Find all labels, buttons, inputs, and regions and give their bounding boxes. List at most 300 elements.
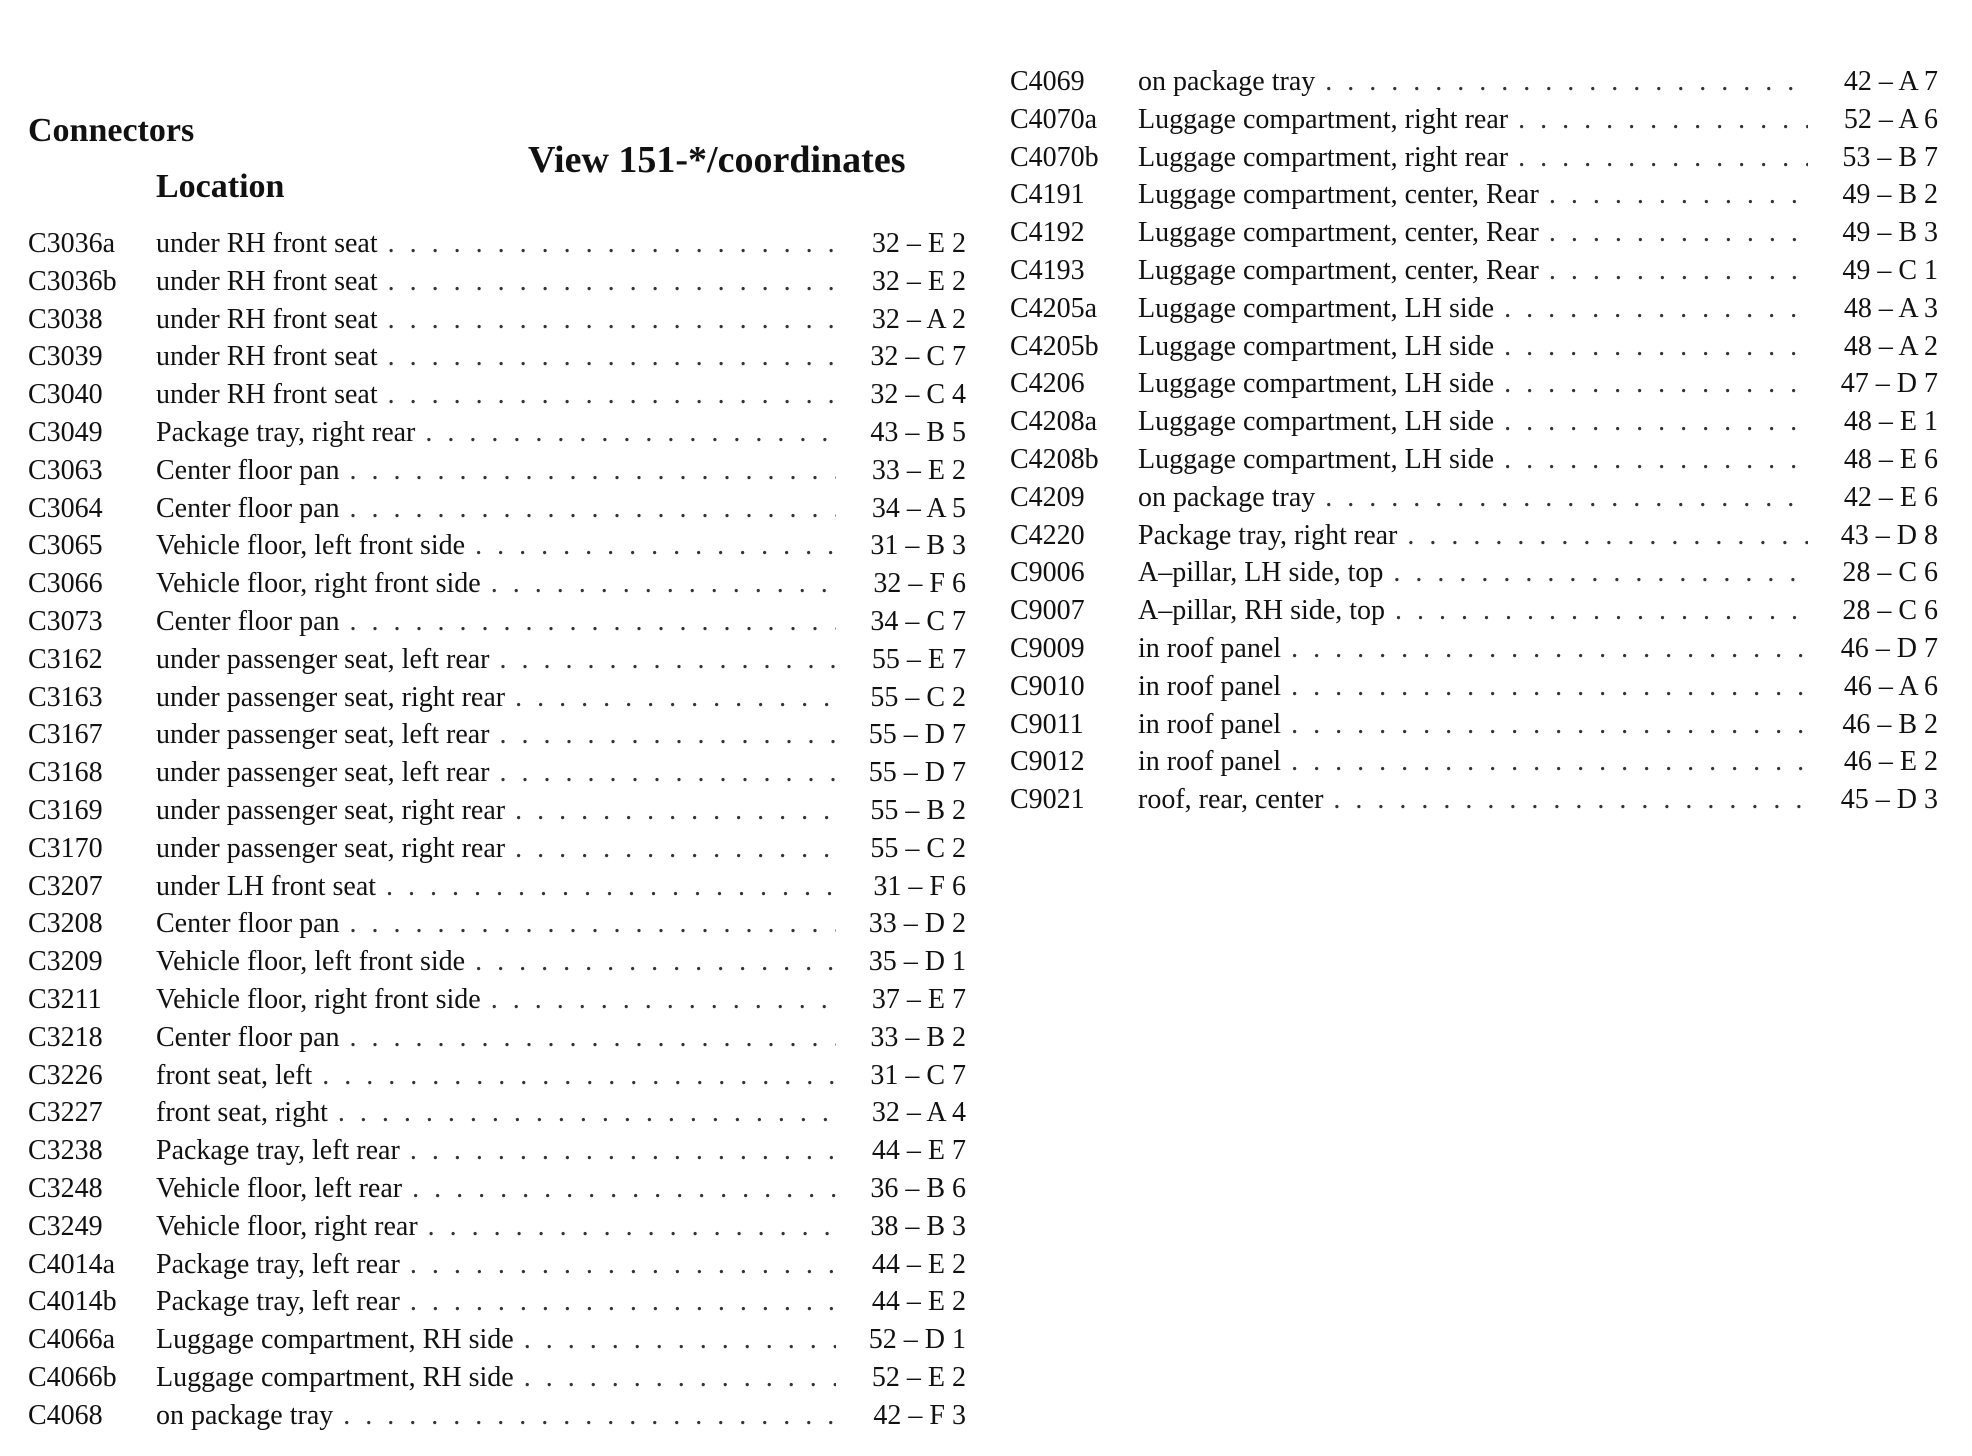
dot-leader [388, 341, 836, 373]
view-coordinate: 33 – E 2 [871, 454, 966, 486]
connector-location-cell [156, 1097, 836, 1129]
connector-row [28, 719, 966, 757]
connector-location-cell [1138, 633, 1808, 665]
connector-id: C4014a [28, 1248, 116, 1280]
dot-leader [1549, 255, 1808, 287]
connector-id: C3049 [28, 416, 103, 448]
connector-location: under LH front seat [156, 870, 377, 902]
connector-row [28, 1362, 966, 1400]
connector-id: C3248 [28, 1172, 103, 1204]
dot-leader [1549, 217, 1808, 249]
connector-id: C3040 [28, 379, 103, 411]
connector-location: Package tray, right rear [1138, 519, 1398, 551]
connector-row [1010, 709, 1938, 747]
connector-location-cell [1138, 179, 1808, 211]
connector-location-cell [1138, 709, 1808, 741]
connector-row [28, 568, 966, 606]
connector-id: C9012 [1010, 746, 1085, 778]
connector-location: Luggage compartment, right rear [1138, 103, 1509, 135]
dot-leader [1504, 368, 1808, 400]
connector-id: C9021 [1010, 784, 1085, 816]
view-coordinate: 33 – B 2 [870, 1021, 966, 1053]
connector-location-cell [1138, 444, 1808, 476]
connector-id: C4206 [1010, 368, 1085, 400]
connector-location-cell [156, 871, 836, 903]
dot-leader [350, 908, 837, 940]
connector-row [28, 833, 966, 871]
view-coordinate: 42 – E 6 [1843, 481, 1938, 513]
view-coordinate: 55 – C 2 [870, 832, 966, 864]
connector-location: Center floor pan [156, 605, 340, 637]
connector-row [28, 379, 966, 417]
connector-id: C9009 [1010, 632, 1085, 664]
dot-leader [524, 1324, 836, 1356]
connector-row [1010, 444, 1938, 482]
connector-row [1010, 217, 1938, 255]
view-coordinate: 55 – B 2 [870, 794, 966, 826]
connector-location-cell [156, 795, 836, 827]
dot-leader [343, 1400, 836, 1432]
connector-row [1010, 557, 1938, 595]
view-coordinate: 34 – A 5 [871, 492, 966, 524]
connector-row [28, 266, 966, 304]
connector-location-cell [156, 1060, 836, 1092]
dot-leader [491, 568, 836, 600]
dot-leader [338, 1097, 836, 1129]
view-coordinate: 52 – D 1 [868, 1324, 966, 1356]
connector-id: C3168 [28, 757, 103, 789]
connector-location: Vehicle floor, right front side [156, 983, 481, 1015]
connector-location: Luggage compartment, RH side [156, 1324, 514, 1356]
connector-location: under passenger seat, right rear [156, 794, 506, 826]
connector-location: under RH front seat [156, 265, 378, 297]
connector-location: on package tray [156, 1399, 334, 1431]
dot-leader [410, 1286, 836, 1318]
dot-leader [386, 871, 836, 903]
connector-row [1010, 482, 1938, 520]
connector-location-cell [1138, 671, 1808, 703]
connector-location: Luggage compartment, RH side [156, 1361, 514, 1393]
view-coordinate: 46 – D 7 [1840, 632, 1938, 664]
connector-location-cell [156, 1135, 836, 1167]
view-coordinate: 44 – E 7 [871, 1135, 966, 1167]
connector-location-cell [1138, 331, 1808, 363]
connector-id: C4205a [1010, 292, 1098, 324]
connector-location: Center floor pan [156, 454, 340, 486]
view-coordinate: 32 – E 2 [871, 265, 966, 297]
view-coordinate: 46 – B 2 [1842, 708, 1938, 740]
dot-leader [388, 228, 836, 260]
dot-leader [524, 1362, 836, 1394]
connector-row [28, 530, 966, 568]
connector-id: C3039 [28, 341, 103, 373]
dot-leader [350, 493, 837, 525]
connector-location: Center floor pan [156, 908, 340, 940]
connector-location: in roof panel [1138, 670, 1282, 702]
connector-location-cell [1138, 66, 1808, 98]
dot-leader [515, 833, 836, 865]
connector-id: C4070a [1010, 103, 1098, 135]
connector-location-cell [1138, 255, 1808, 287]
connector-id: C4205b [1010, 330, 1099, 362]
view-coordinate: 34 – C 7 [870, 605, 966, 637]
connector-row [1010, 104, 1938, 142]
connector-id: C3227 [28, 1097, 103, 1129]
connector-id: C9011 [1010, 708, 1084, 740]
connector-row [28, 1060, 966, 1098]
connector-location: Package tray, left rear [156, 1135, 400, 1167]
view-coordinate: 32 – C 4 [870, 379, 966, 411]
view-coordinate: 47 – D 7 [1840, 368, 1938, 400]
connector-row [28, 908, 966, 946]
connector-location: Luggage compartment, LH side [1138, 292, 1495, 324]
dot-leader [410, 1249, 836, 1281]
connector-id: C3066 [28, 568, 103, 600]
connector-location: front seat, left [156, 1059, 313, 1091]
connector-location: under passenger seat, right rear [156, 681, 506, 713]
connector-location-cell [156, 946, 836, 978]
view-coordinate: 31 – F 6 [873, 870, 966, 902]
connector-id: C4066a [28, 1324, 116, 1356]
location-heading: Location [156, 168, 285, 205]
dot-leader [500, 757, 837, 789]
view-coordinate: 32 – A 2 [871, 303, 966, 335]
connector-location-cell [1138, 482, 1808, 514]
connector-location-cell [156, 757, 836, 789]
connector-location: in roof panel [1138, 632, 1282, 664]
connector-location: under RH front seat [156, 303, 378, 335]
connector-location: under passenger seat, left rear [156, 719, 490, 751]
connector-id: C4070b [1010, 141, 1099, 173]
connector-id: C3249 [28, 1210, 103, 1242]
dot-leader [412, 1173, 836, 1205]
connector-id: C4193 [1010, 254, 1085, 286]
connector-location-cell [156, 266, 836, 298]
connector-id: C4069 [1010, 66, 1085, 97]
connector-location-cell [156, 228, 836, 260]
connector-id: C3209 [28, 946, 103, 978]
connector-location: Luggage compartment, LH side [1138, 368, 1495, 400]
connector-row [28, 493, 966, 531]
view-coordinate: 48 – A 3 [1843, 292, 1938, 324]
view-coordinate: 46 – A 6 [1843, 670, 1938, 702]
connector-row [28, 984, 966, 1022]
view-coordinate: 55 – E 7 [871, 643, 966, 675]
view-coordinate: 48 – E 6 [1843, 443, 1938, 475]
connector-row [28, 455, 966, 493]
connector-location-cell [156, 1286, 836, 1318]
connector-id: C4014b [28, 1286, 117, 1318]
connector-location-cell [156, 1362, 836, 1394]
connector-location-cell [1138, 595, 1808, 627]
connector-location-cell [156, 908, 836, 940]
view-coordinate: 55 – D 7 [868, 757, 966, 789]
view-coordinate: 48 – E 1 [1843, 406, 1938, 438]
connector-id: C4068 [28, 1399, 103, 1431]
connector-location: under RH front seat [156, 228, 378, 259]
connector-row [1010, 784, 1938, 822]
view-coordinate: 31 – C 7 [870, 1059, 966, 1091]
connector-location-cell [1138, 406, 1808, 438]
view-coordinate: 52 – A 6 [1843, 103, 1938, 135]
connector-id: C9007 [1010, 595, 1085, 627]
dot-leader [500, 644, 837, 676]
connector-list-left [28, 228, 966, 1438]
view-coordinate: 43 – B 5 [870, 416, 966, 448]
connector-location: Luggage compartment, center, Rear [1138, 179, 1539, 211]
connector-row [1010, 293, 1938, 331]
connector-location-cell [156, 530, 836, 562]
view-coordinate: 46 – E 2 [1843, 746, 1938, 778]
dot-leader [388, 379, 836, 411]
dot-leader [1504, 406, 1808, 438]
view-coordinate: 37 – E 7 [871, 983, 966, 1015]
connector-row [28, 228, 966, 266]
dot-leader [428, 1211, 836, 1243]
dot-leader [1333, 784, 1808, 816]
connector-location-cell [156, 1211, 836, 1243]
dot-leader [1291, 633, 1808, 665]
connector-location: under passenger seat, left rear [156, 757, 490, 789]
view-coordinate: 55 – C 2 [870, 681, 966, 713]
connector-location: Package tray, left rear [156, 1286, 400, 1318]
connector-row [28, 341, 966, 379]
connector-location: Vehicle floor, right rear [156, 1210, 418, 1242]
connector-location: Package tray, right rear [156, 416, 416, 448]
connector-location: Vehicle floor, right front side [156, 568, 481, 600]
connector-id: C3169 [28, 794, 103, 826]
connector-row [1010, 179, 1938, 217]
connector-location-cell [156, 568, 836, 600]
connector-location-cell [1138, 520, 1808, 552]
connector-row [28, 946, 966, 984]
connector-row [28, 682, 966, 720]
connector-location-cell [156, 1324, 836, 1356]
connector-location: in roof panel [1138, 708, 1282, 740]
view-coordinate: 49 – C 1 [1842, 254, 1938, 286]
view-coordinate: 48 – A 2 [1843, 330, 1938, 362]
dot-leader [515, 795, 836, 827]
dot-leader [1407, 520, 1808, 552]
connector-id: C3238 [28, 1135, 103, 1167]
view-coordinate: 55 – D 7 [868, 719, 966, 751]
connector-id: C4192 [1010, 217, 1085, 249]
connector-location-cell [156, 1400, 836, 1432]
connector-location: front seat, right [156, 1097, 328, 1129]
connector-row [1010, 406, 1938, 444]
connector-row [1010, 633, 1938, 671]
connector-location: Vehicle floor, left front side [156, 946, 466, 978]
connector-id: C3208 [28, 908, 103, 940]
dot-leader [491, 984, 836, 1016]
connector-location: A–pillar, RH side, top [1138, 595, 1385, 627]
connector-location: Center floor pan [156, 1021, 340, 1053]
dot-leader [1291, 746, 1808, 778]
connector-row [1010, 520, 1938, 558]
connector-location-cell [156, 1022, 836, 1054]
connector-id: C3073 [28, 605, 103, 637]
connector-id: C3170 [28, 832, 103, 864]
dot-leader [322, 1060, 836, 1092]
connector-row [28, 1286, 966, 1324]
connector-location-cell [156, 1173, 836, 1205]
connector-id: C4066b [28, 1361, 117, 1393]
dot-leader [350, 606, 837, 638]
connector-location-cell [156, 606, 836, 638]
dot-leader [475, 530, 836, 562]
connector-location: on package tray [1138, 481, 1316, 513]
view-coordinate: 28 – C 6 [1842, 557, 1938, 589]
connector-id: C3036a [28, 228, 116, 259]
view-coordinate: 44 – E 2 [871, 1248, 966, 1280]
connector-row [28, 1324, 966, 1362]
view-coordinate: 44 – E 2 [871, 1286, 966, 1318]
connector-row [28, 757, 966, 795]
view-coordinate: 35 – D 1 [868, 946, 966, 978]
connector-location-cell [156, 379, 836, 411]
connector-row [28, 606, 966, 644]
connector-location-cell [156, 1249, 836, 1281]
connector-row [1010, 255, 1938, 293]
dot-leader [1291, 671, 1808, 703]
connector-id: C3063 [28, 454, 103, 486]
connectors-heading: Connectors [28, 112, 195, 149]
connector-id: C3038 [28, 303, 103, 335]
connector-id: C3226 [28, 1059, 103, 1091]
dot-leader [1504, 444, 1808, 476]
connector-row [1010, 746, 1938, 784]
dot-leader [1504, 331, 1808, 363]
connector-row [28, 644, 966, 682]
connector-id: C3218 [28, 1021, 103, 1053]
connector-location: Luggage compartment, LH side [1138, 330, 1495, 362]
view-coordinate: 43 – D 8 [1840, 519, 1938, 551]
dot-leader [410, 1135, 836, 1167]
view-coordinate: 45 – D 3 [1840, 784, 1938, 816]
connector-id: C3065 [28, 530, 103, 562]
connector-row [28, 795, 966, 833]
connector-id: C4209 [1010, 481, 1085, 513]
dot-leader [475, 946, 836, 978]
connector-id: C3036b [28, 265, 117, 297]
connector-location-cell [156, 719, 836, 751]
dot-leader [1291, 709, 1808, 741]
connector-location: Package tray, left rear [156, 1248, 400, 1280]
connector-location-cell [1138, 293, 1808, 325]
connector-id: C3207 [28, 870, 103, 902]
connector-location-cell [156, 304, 836, 336]
view-coordinate: 32 – F 6 [873, 568, 966, 600]
connector-id: C4191 [1010, 179, 1085, 211]
connector-location: on package tray [1138, 66, 1316, 97]
connector-location: under passenger seat, right rear [156, 832, 506, 864]
connector-row [28, 417, 966, 455]
connector-location-cell [156, 644, 836, 676]
connector-location: roof, rear, center [1138, 784, 1324, 816]
view-coordinates-heading: View 151-*/coordinates [528, 139, 906, 181]
connector-location: Luggage compartment, right rear [1138, 141, 1509, 173]
dot-leader [350, 455, 837, 487]
connector-location: under RH front seat [156, 379, 378, 411]
connector-id: C9006 [1010, 557, 1085, 589]
connector-location: Vehicle floor, left front side [156, 530, 466, 562]
connector-location-cell [1138, 784, 1808, 816]
view-coordinate: 49 – B 3 [1842, 217, 1938, 249]
view-coordinate: 42 – A 7 [1843, 66, 1938, 97]
connector-row [1010, 595, 1938, 633]
connector-id: C3167 [28, 719, 103, 751]
view-coordinate: 32 – A 4 [871, 1097, 966, 1129]
view-coordinate: 49 – B 2 [1842, 179, 1938, 211]
dot-leader [500, 719, 837, 751]
connector-id: C3064 [28, 492, 103, 524]
connector-row [28, 1249, 966, 1287]
dot-leader [1395, 595, 1808, 627]
connector-row [28, 871, 966, 909]
connector-id: C3162 [28, 643, 103, 675]
connector-location-cell [156, 455, 836, 487]
dot-leader [425, 417, 836, 449]
dot-leader [1325, 482, 1808, 514]
connector-id: C4220 [1010, 519, 1085, 551]
connector-id: C4208b [1010, 443, 1099, 475]
connector-row [28, 1135, 966, 1173]
view-coordinate: 36 – B 6 [870, 1172, 966, 1204]
view-coordinate: 52 – E 2 [871, 1361, 966, 1393]
dot-leader [1549, 179, 1808, 211]
view-coordinate: 32 – E 2 [871, 228, 966, 259]
connector-row [1010, 331, 1938, 369]
connector-location: Luggage compartment, center, Rear [1138, 217, 1539, 249]
connector-location: Luggage compartment, LH side [1138, 443, 1495, 475]
connector-id: C3211 [28, 983, 102, 1015]
view-coordinate: 31 – B 3 [870, 530, 966, 562]
connector-row [1010, 368, 1938, 406]
view-coordinate: 28 – C 6 [1842, 595, 1938, 627]
dot-leader [1518, 104, 1808, 136]
dot-leader [1325, 66, 1808, 98]
connector-row [28, 1097, 966, 1135]
dot-leader [388, 304, 836, 336]
view-coordinate: 32 – C 7 [870, 341, 966, 373]
connector-location-cell [1138, 217, 1808, 249]
dot-leader [350, 1022, 837, 1054]
connector-row [1010, 66, 1938, 104]
dot-leader [1518, 142, 1808, 174]
connector-row [28, 1400, 966, 1438]
dot-leader [388, 266, 836, 298]
connector-id: C4208a [1010, 406, 1098, 438]
connector-row [28, 1022, 966, 1060]
connector-location: Luggage compartment, LH side [1138, 406, 1495, 438]
dot-leader [1504, 293, 1808, 325]
view-coordinate: 33 – D 2 [868, 908, 966, 940]
connector-row [28, 1211, 966, 1249]
connector-row [1010, 142, 1938, 180]
connector-location-cell [1138, 557, 1808, 589]
connector-location-cell [156, 682, 836, 714]
connector-location: Center floor pan [156, 492, 340, 524]
connector-row [1010, 671, 1938, 709]
connector-location-cell [156, 833, 836, 865]
view-coordinate: 53 – B 7 [1842, 141, 1938, 173]
connector-location-cell [1138, 746, 1808, 778]
dot-leader [515, 682, 836, 714]
connector-location: Vehicle floor, left rear [156, 1172, 403, 1204]
connector-location: Luggage compartment, center, Rear [1138, 254, 1539, 286]
connector-id: C3163 [28, 681, 103, 713]
connector-location: under RH front seat [156, 341, 378, 373]
